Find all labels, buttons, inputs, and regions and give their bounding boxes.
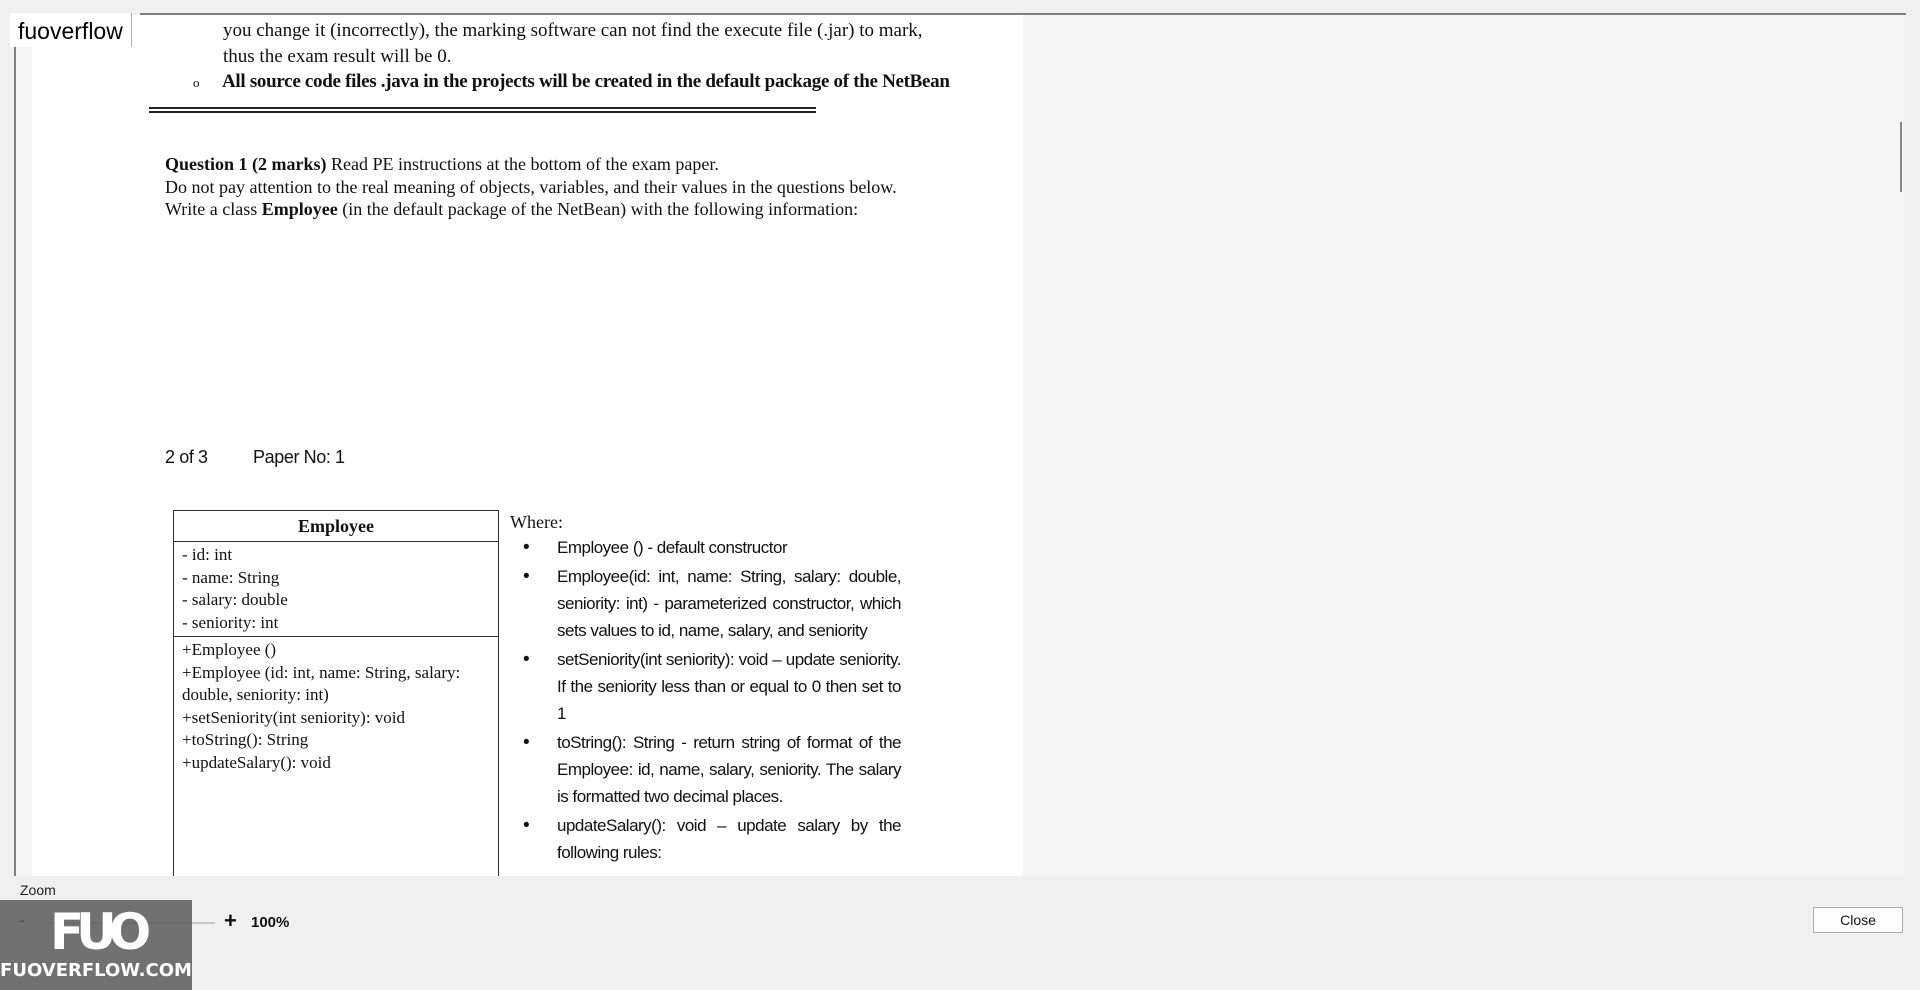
question-instruction: Read PE instructions at the bottom of the exam paper. [326, 154, 719, 174]
uml-attribute: - seniority: int [182, 612, 279, 632]
logo-text: FUOVERFLOW.COM [0, 960, 192, 981]
document-viewer[interactable] [16, 15, 1904, 876]
line3-class: Employee [261, 199, 338, 219]
uml-method: +updateSalary(): void [182, 752, 331, 772]
uml-method: +Employee (id: int, name: String, salary: [182, 662, 461, 682]
uml-method: +Employee () [182, 640, 277, 659]
zoom-label: Zoom [20, 882, 56, 898]
title-bar [0, 0, 1920, 14]
vertical-scrollbar[interactable] [1898, 15, 1904, 876]
hollow-bullet-icon: o [193, 75, 200, 90]
method-description: • updateSalary(): void – update salary by the following rules: [517, 812, 901, 866]
line3-c: (in the default package of the NetBean) with the following information: [337, 199, 859, 219]
intro-line-1: you change it (incorrectly), the marking software can not find the execute file (.jar) to mark, [223, 20, 923, 41]
method-description-list [517, 534, 901, 868]
bullet-text: All source code files .java in the projects will be created in the default package of the NetBean [222, 71, 950, 92]
method-description: • Employee () - default constructor [517, 534, 901, 561]
uml-attribute: - name: String [182, 567, 280, 587]
question-heading [165, 153, 719, 175]
line3-a: Write a class [165, 199, 262, 219]
double-divider [149, 107, 816, 113]
question-label: Question 1 (2 marks) [165, 154, 327, 174]
page-number: 2 of 3 [165, 447, 208, 467]
uml-attributes [174, 542, 498, 637]
intro-line-2: thus the exam result will be 0. [223, 46, 452, 67]
document-page [32, 15, 1023, 876]
logo-mark: FUO [50, 903, 144, 961]
uml-methods [174, 637, 498, 776]
paper-number: Paper No: 1 [253, 447, 345, 467]
uml-method: +setSeniority(int seniority): void [182, 707, 406, 727]
uml-class-name: Employee [174, 511, 498, 542]
method-description: • setSeniority(int seniority): void – update seniority. If the seniority less than or equal to 0 then set to 1 [517, 646, 901, 727]
zoom-in-button[interactable]: + [224, 908, 237, 933]
method-description: • toString(): String - return string of format of the Employee: id, name, salary, seniority. The salary is formatted two decimal places. [517, 729, 901, 810]
method-description: • Employee(id: int, name: String, salary: double, seniority: int) - parameterized constructor, which sets values to id, name, salary, and seniority [517, 563, 901, 644]
scrollbar-thumb[interactable] [1900, 122, 1902, 192]
zoom-value: 100% [251, 914, 290, 931]
uml-class-box [173, 510, 499, 876]
question-line-2: Do not pay attention to the real meaning of objects, variables, and their values in the questions below. [165, 177, 897, 197]
uml-attribute: - salary: double [182, 590, 288, 609]
uml-method: +toString(): String [182, 730, 309, 749]
uml-method: double, seniority: int) [182, 685, 329, 704]
question-line-3 [165, 198, 858, 220]
where-label: Where: [510, 512, 563, 532]
uml-attribute: - id: int [182, 545, 233, 564]
close-button[interactable]: Close [1813, 907, 1903, 933]
watermark-logo [0, 900, 192, 990]
app-name: fuoverflow [10, 13, 132, 47]
